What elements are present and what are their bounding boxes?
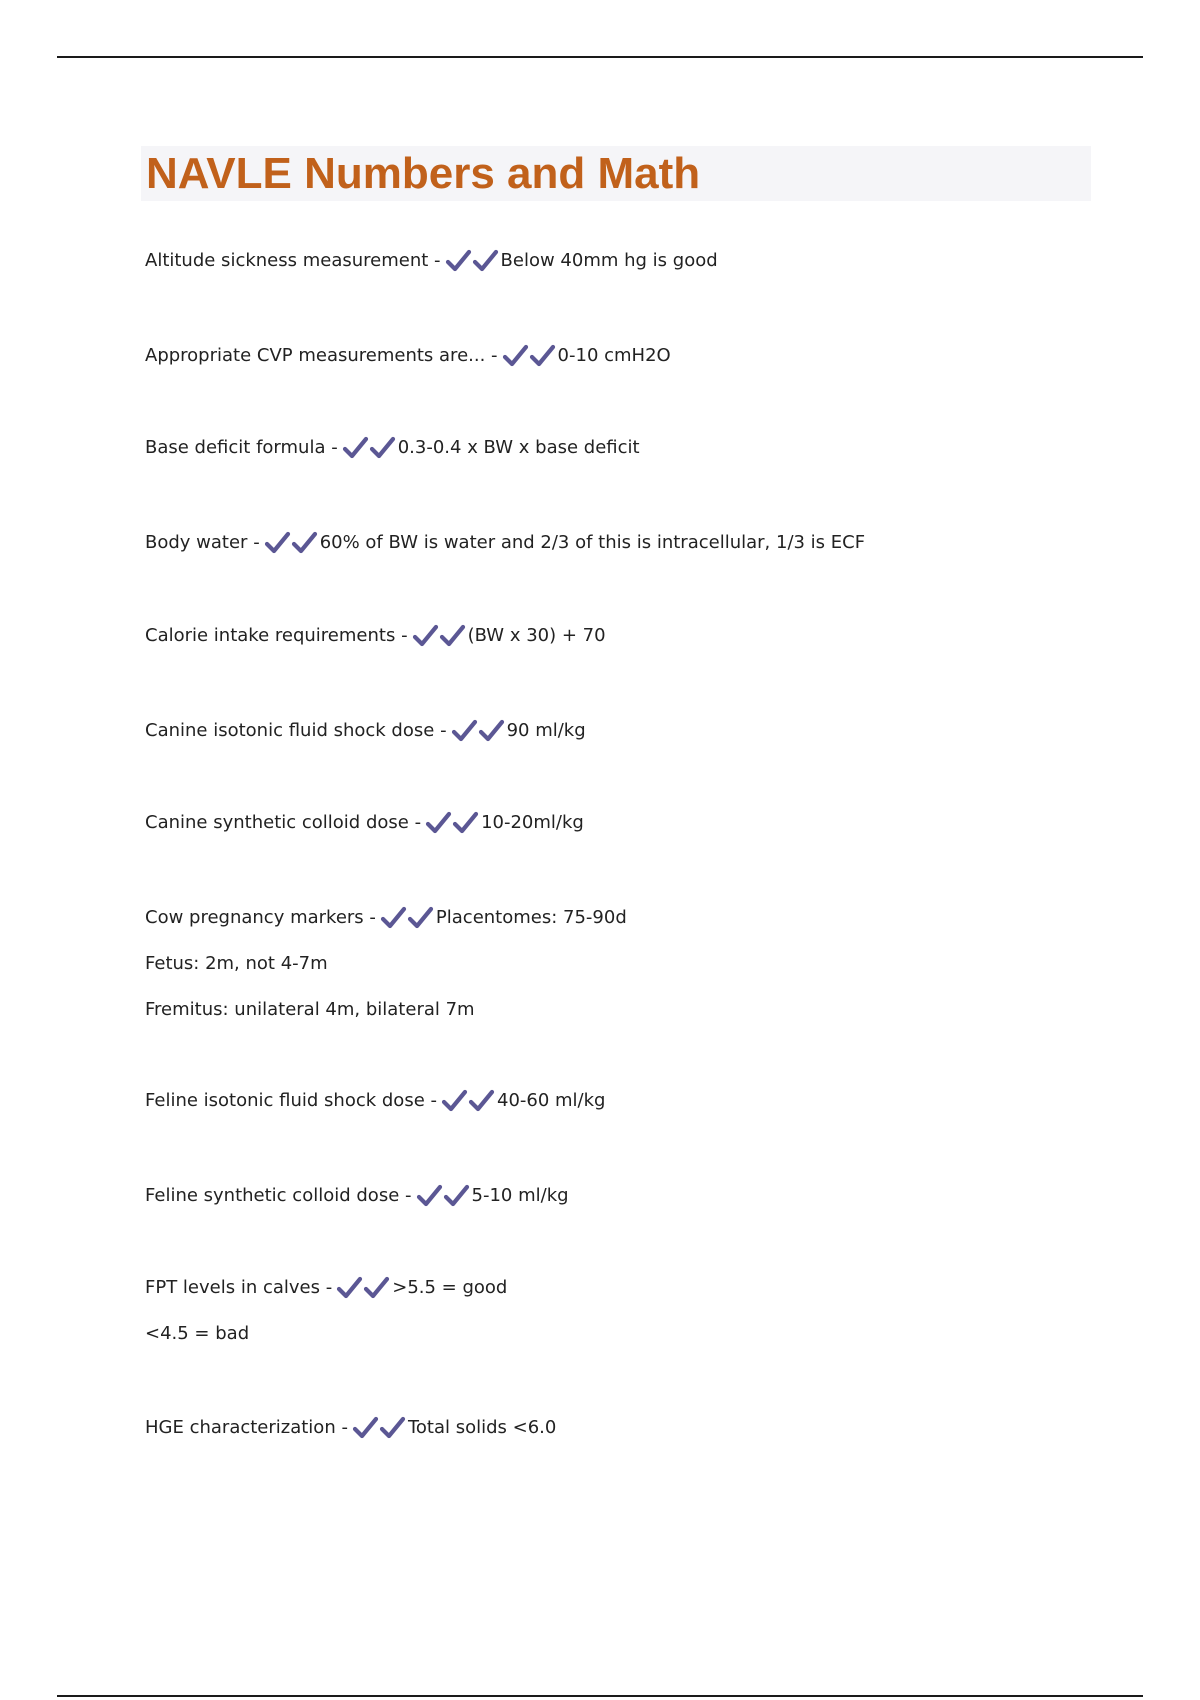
flashcard-separator: - xyxy=(405,1185,412,1206)
checkmark-icon xyxy=(291,530,318,556)
double-check-marks xyxy=(441,1088,495,1114)
checkmark-icon xyxy=(478,718,505,744)
flashcard-item xyxy=(145,1088,1145,1114)
flashcard-separator: - xyxy=(325,1277,333,1298)
checkmark-icon xyxy=(342,435,369,461)
flashcard-item xyxy=(145,718,1145,744)
flashcard-separator: - xyxy=(253,532,260,553)
flashcard-main-line xyxy=(145,435,1145,461)
flashcard-main-line xyxy=(145,1088,1145,1114)
flashcard-separator: - xyxy=(440,720,447,741)
checkmark-icon xyxy=(441,1088,468,1114)
flashcard-main-line xyxy=(145,810,1145,836)
checkmark-icon xyxy=(452,810,479,836)
flashcard-separator: - xyxy=(369,907,376,928)
flashcard-item xyxy=(145,905,1145,1023)
flashcard-separator: - xyxy=(430,1090,437,1111)
flashcard-term: Base deficit formula xyxy=(145,437,326,458)
flashcard-item xyxy=(145,343,1145,369)
flashcard-answer-continuation: <4.5 = bad xyxy=(145,1323,250,1344)
double-check-marks xyxy=(502,343,556,369)
flashcard-main-line xyxy=(145,718,1145,744)
double-check-marks xyxy=(264,530,318,556)
page-top-rule xyxy=(57,56,1143,58)
checkmark-icon xyxy=(380,905,407,931)
flashcard-answer: 5-10 ml/kg xyxy=(471,1185,569,1206)
checkmark-icon xyxy=(439,623,466,649)
flashcard-answer-continuation: Fremitus: unilateral 4m, bilateral 7m xyxy=(145,999,475,1020)
flashcard-main-line xyxy=(145,1415,1145,1441)
flashcard-answer: 0-10 cmH2O xyxy=(557,345,671,366)
flashcard-term: Canine isotonic fluid shock dose xyxy=(145,720,435,741)
checkmark-icon xyxy=(352,1415,379,1441)
flashcard-item xyxy=(145,623,1145,649)
checkmark-icon xyxy=(369,435,396,461)
flashcard-main-line xyxy=(145,1183,1145,1209)
checkmark-icon xyxy=(468,1088,495,1114)
flashcard-term: Feline synthetic colloid dose xyxy=(145,1185,400,1206)
flashcard-answer-continuation: Fetus: 2m, not 4-7m xyxy=(145,953,328,974)
flashcard-main-line xyxy=(145,1275,1145,1301)
flashcard-separator: - xyxy=(331,437,338,458)
document-title: NAVLE Numbers and Math xyxy=(146,149,701,198)
double-check-marks xyxy=(336,1275,390,1301)
flashcard-term: Body water xyxy=(145,532,248,553)
flashcard-main-line xyxy=(145,623,1145,649)
flashcard-item xyxy=(145,435,1145,461)
flashcard-item xyxy=(145,248,1145,274)
flashcard-answer: Placentomes: 75-90d xyxy=(435,907,627,928)
flashcard-item xyxy=(145,530,1145,556)
flashcard-answer: Below 40mm hg is good xyxy=(500,250,718,271)
flashcard-answer: (BW x 30) + 70 xyxy=(467,625,606,646)
checkmark-icon xyxy=(379,1415,406,1441)
flashcard-answer: Total solids <6.0 xyxy=(407,1417,557,1438)
double-check-marks xyxy=(425,810,479,836)
flashcard-item xyxy=(145,1275,1145,1347)
page-bottom-rule xyxy=(57,1695,1143,1697)
flashcard-separator: - xyxy=(401,625,408,646)
flashcard-item xyxy=(145,810,1145,836)
flashcard-main-line xyxy=(145,248,1145,274)
flashcard-answer: 10-20ml/kg xyxy=(481,812,584,833)
flashcard-answer: 0.3-0.4 x BW x base deficit xyxy=(397,437,640,458)
flashcard-separator: - xyxy=(491,345,498,366)
flashcard-term: Feline isotonic fluid shock dose xyxy=(145,1090,425,1111)
double-check-marks xyxy=(445,248,499,274)
flashcard-term: Altitude sickness measurement xyxy=(145,250,429,271)
flashcard-term: FPT levels in calves xyxy=(145,1277,320,1298)
flashcard-main-line xyxy=(145,530,1145,556)
flashcard-separator: - xyxy=(341,1417,348,1438)
double-check-marks xyxy=(416,1183,470,1209)
checkmark-icon xyxy=(451,718,478,744)
flashcard-main-line xyxy=(145,905,1145,931)
checkmark-icon xyxy=(502,343,529,369)
flashcard-term: Canine synthetic colloid dose xyxy=(145,812,409,833)
flashcard-main-line xyxy=(145,343,1145,369)
flashcard-answer: >5.5 = good xyxy=(392,1277,508,1298)
checkmark-icon xyxy=(407,905,434,931)
flashcard-term: Calorie intake requirements xyxy=(145,625,396,646)
flashcard-answer: 90 ml/kg xyxy=(506,720,586,741)
double-check-marks xyxy=(342,435,396,461)
flashcard-term: HGE characterization xyxy=(145,1417,336,1438)
checkmark-icon xyxy=(529,343,556,369)
flashcard-separator: - xyxy=(414,812,422,833)
flashcard-item xyxy=(145,1415,1145,1441)
checkmark-icon xyxy=(264,530,291,556)
checkmark-icon xyxy=(412,623,439,649)
flashcard-separator: - xyxy=(434,250,441,271)
double-check-marks xyxy=(451,718,505,744)
flashcard-answer: 60% of BW is water and 2/3 of this is intracellular, 1/3 is ECF xyxy=(319,532,866,553)
double-check-marks xyxy=(412,623,466,649)
checkmark-icon xyxy=(445,248,472,274)
flashcard-term: Appropriate CVP measurements are... xyxy=(145,345,486,366)
checkmark-icon xyxy=(363,1275,390,1301)
double-check-marks xyxy=(380,905,434,931)
flashcard-item xyxy=(145,1183,1145,1209)
checkmark-icon xyxy=(443,1183,470,1209)
checkmark-icon xyxy=(472,248,499,274)
checkmark-icon xyxy=(336,1275,363,1301)
checkmark-icon xyxy=(416,1183,443,1209)
flashcard-answer: 40-60 ml/kg xyxy=(497,1090,606,1111)
flashcard-term: Cow pregnancy markers xyxy=(145,907,364,928)
double-check-marks xyxy=(352,1415,406,1441)
checkmark-icon xyxy=(425,810,452,836)
